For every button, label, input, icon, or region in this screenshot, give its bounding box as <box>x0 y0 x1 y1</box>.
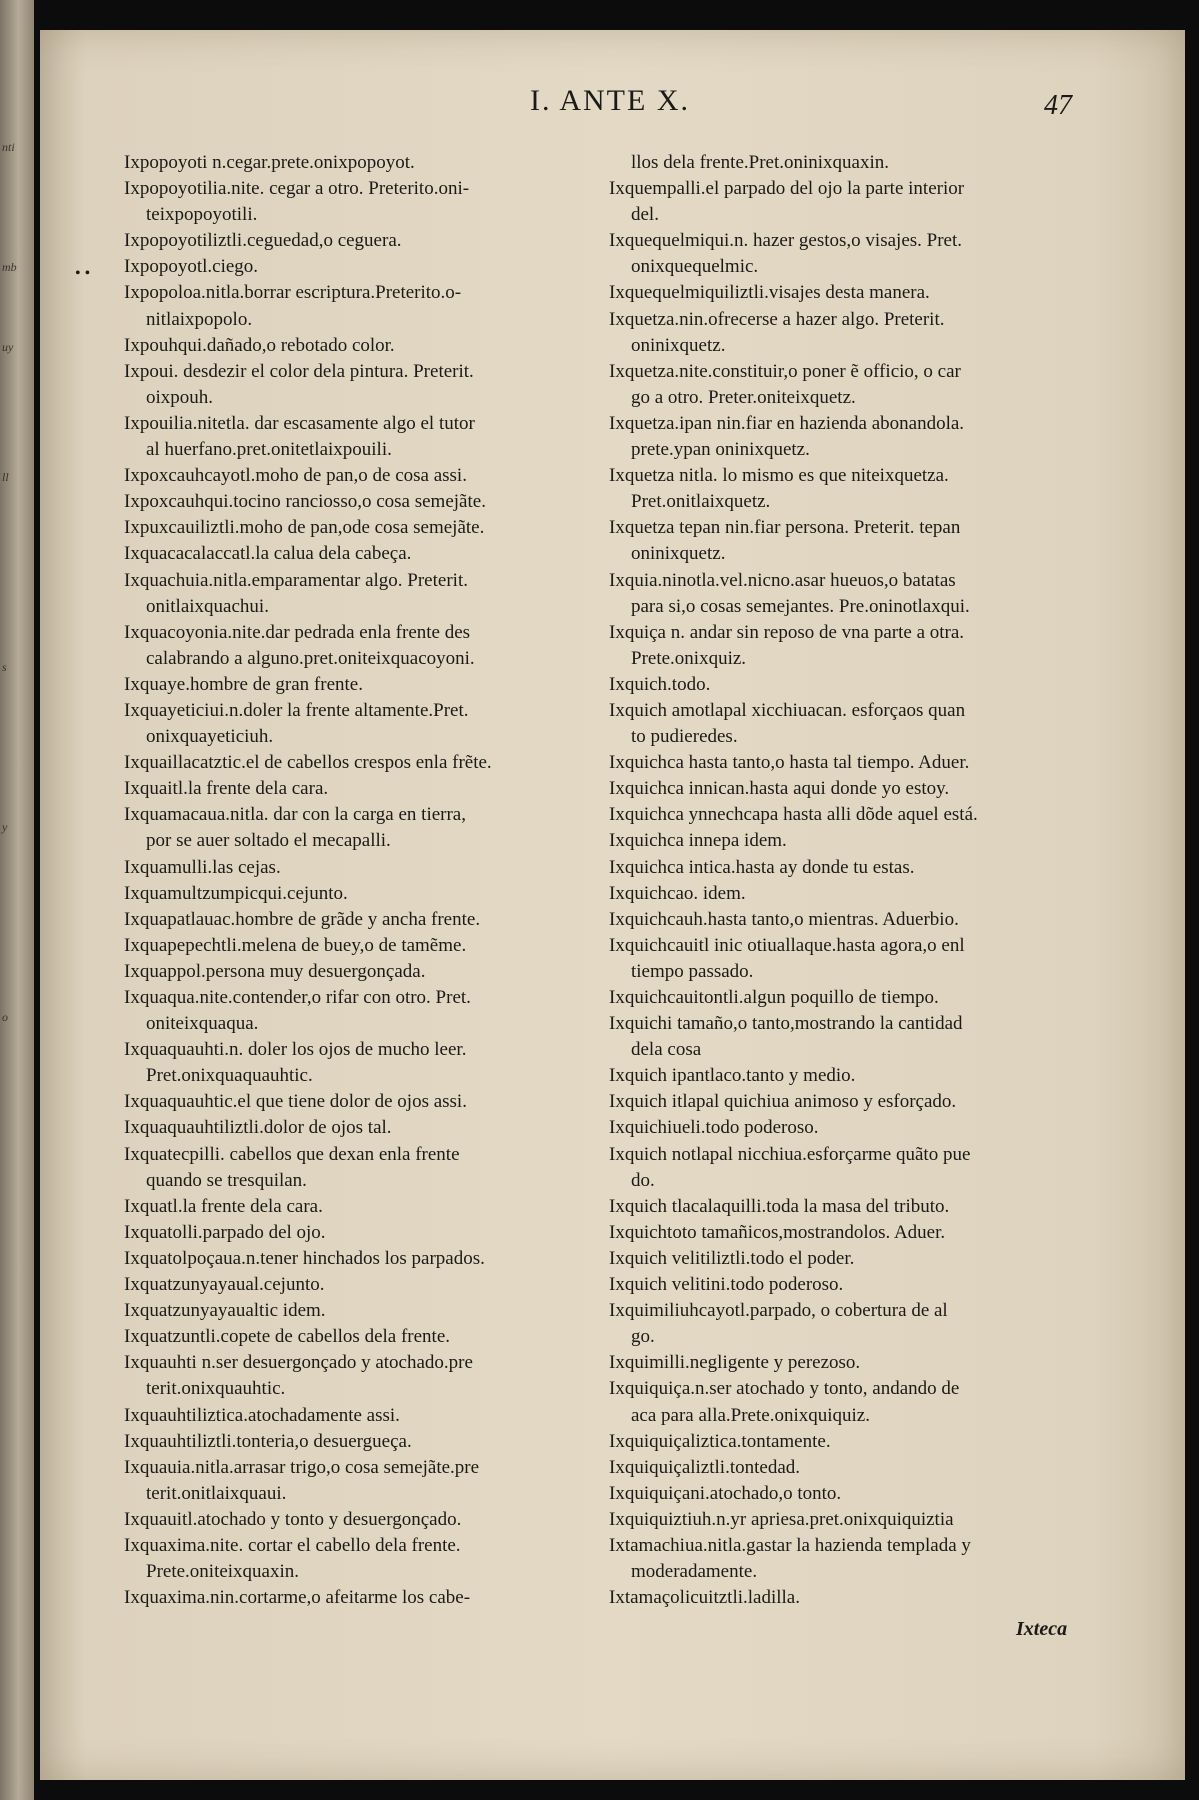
dictionary-line: Ixquapatlauac.hombre de grãde y ancha frente. <box>124 908 481 930</box>
dictionary-line: Ixquiquiçaliztli.tontedad. <box>609 1456 801 1478</box>
margin-fragment: ll <box>2 470 9 484</box>
dictionary-line: Ixquapepechtli.melena de buey,o de tamẽme. <box>124 934 467 956</box>
dictionary-line: Ixquichtoto tamañicos,mostrandolos. Aduer. <box>609 1221 946 1243</box>
dictionary-line: para si,o cosas semejantes. Pre.oninotlaxqui. <box>631 595 970 617</box>
dictionary-line: Ixquacoyonia.nite.dar pedrada enla frente des <box>124 621 471 643</box>
dictionary-line: Ixpopoyotilia.nite. cegar a otro. Preterito.oni- <box>124 178 470 200</box>
dictionary-line: Ixquichcauitl inic otiuallaque.hasta agora,o enl <box>609 934 965 956</box>
dictionary-line: Ixpopoloa.nitla.borrar escriptura.Preterito.o- <box>124 282 462 304</box>
dictionary-line: Ixquaquauhtic.el que tiene dolor de ojos assi. <box>124 1091 467 1113</box>
dictionary-line: Ixquatzuntli.copete de cabellos dela frente. <box>124 1326 451 1348</box>
dictionary-line: Ixquetza.ipan nin.fiar en hazienda abonandola. <box>609 412 965 434</box>
dictionary-line: go. <box>631 1326 655 1348</box>
dictionary-line: Ixquatolli.parpado del ojo. <box>124 1221 326 1243</box>
dictionary-line: Ixquequelmiquiliztli.visajes desta manera. <box>609 282 930 304</box>
dictionary-line: Ixquichca innepa idem. <box>609 830 787 852</box>
dictionary-line: Ixquequelmiqui.n. hazer gestos,o visajes. Pret. <box>609 230 963 252</box>
dictionary-line: Ixquauhtiliztica.atochadamente assi. <box>124 1404 400 1426</box>
dictionary-line: Ixquiquiçaliztica.tontamente. <box>609 1430 831 1452</box>
dictionary-line: Ixpoui. desdezir el color dela pintura. Preterit. <box>124 360 474 382</box>
dictionary-line: prete.ypan oninixquetz. <box>631 439 810 461</box>
dictionary-line: Ixpopoyotiliztli.ceguedad,o ceguera. <box>124 230 402 252</box>
dictionary-line: Ixquich itlapal quichiua animoso y esforçado. <box>609 1091 957 1113</box>
dictionary-line: Ixquaqua.nite.contender,o rifar con otro. Pret. <box>124 987 471 1008</box>
dictionary-line: Ixpopoyoti n.cegar.prete.onixpopoyot. <box>124 152 415 173</box>
dictionary-line: Ixquetza.nin.ofrecerse a hazer algo. Preterit. <box>609 308 945 330</box>
dictionary-line: Ixquaye.hombre de gran frente. <box>124 673 363 695</box>
dictionary-line: Prete.oniteixquaxin. <box>146 1561 300 1583</box>
dictionary-line: Ixquatzunyayaual.cejunto. <box>124 1274 325 1296</box>
dictionary-line: Ixquappol.persona muy desuergonçada. <box>124 960 426 982</box>
dictionary-line: Ixquetza tepan nin.fiar persona. Preterit. tepan <box>609 517 961 539</box>
dictionary-line: Prete.onixquiz. <box>631 647 747 669</box>
dictionary-line: Ixquauhti n.ser desuergonçado y atochado.pre <box>124 1352 473 1374</box>
dictionary-line: Ixquaquauhti.n. doler los ojos de mucho leer. <box>124 1039 467 1061</box>
dictionary-line: Ixpuxcauiliztli.moho de pan,ode cosa semejãte. <box>124 517 485 539</box>
dictionary-line: oninixquetz. <box>631 543 726 565</box>
dictionary-line: Ixquia.ninotla.vel.nicno.asar hueuos,o batatas <box>609 569 956 591</box>
dictionary-line: Ixquamulli.las cejas. <box>124 856 281 878</box>
dictionary-line: Ixquauia.nitla.arrasar trigo,o cosa semejãte.pre <box>124 1456 480 1478</box>
running-header: I. ANTE X. <box>530 84 690 117</box>
dictionary-line: Ixquichiueli.todo poderoso. <box>609 1117 819 1139</box>
dictionary-line: Pret.onitlaixquetz. <box>631 491 771 513</box>
dictionary-line: Ixpouhqui.dañado,o rebotado color. <box>124 334 395 356</box>
previous-page-edge <box>0 0 34 1800</box>
dictionary-line: oniteixquaqua. <box>146 1013 259 1035</box>
dictionary-line: Pret.onixquaquauhtic. <box>146 1065 313 1087</box>
dictionary-line: onitlaixquachui. <box>146 595 269 617</box>
left-column <box>124 150 604 1611</box>
dictionary-line: Ixquimilli.negligente y perezoso. <box>609 1352 861 1374</box>
dictionary-line: Ixquempalli.el parpado del ojo la parte interior <box>609 178 965 200</box>
dictionary-line: Ixpopoyotl.ciego. <box>124 256 259 278</box>
dictionary-line: Ixquatolpoçaua.n.tener hinchados los parpados. <box>124 1247 485 1269</box>
dictionary-line: Ixquiça n. andar sin reposo de vna parte a otra. <box>609 621 965 643</box>
dictionary-line: Ixquich velitini.todo poderoso. <box>609 1274 844 1296</box>
dictionary-line: Ixquaitl.la frente dela cara. <box>124 778 329 800</box>
dictionary-line: Ixquetza nitla. lo mismo es que niteixquetza. <box>609 465 949 487</box>
dictionary-line: Ixquiquiçani.atochado,o tonto. <box>609 1482 842 1504</box>
dictionary-line: go a otro. Preter.oniteixquetz. <box>631 386 856 408</box>
dictionary-line: onixquayeticiuh. <box>146 726 274 748</box>
dictionary-line: Ixtamaçolicuitztli.ladilla. <box>609 1587 800 1609</box>
dictionary-line: Ixquaquauhtiliztli.dolor de ojos tal. <box>124 1117 392 1139</box>
dictionary-line: Ixquichcao. idem. <box>609 882 746 904</box>
dictionary-line: Ixtamachiua.nitla.gastar la hazienda templada y <box>609 1534 971 1556</box>
margin-fragment: nti <box>2 140 15 154</box>
dictionary-line: Ixquaxima.nite. cortar el cabello dela frente. <box>124 1534 461 1556</box>
dictionary-line: Ixquayeticiui.n.doler la frente altamente.Pret. <box>124 699 469 721</box>
dictionary-line: Ixquatecpilli. cabellos que dexan enla frente <box>124 1143 460 1165</box>
dictionary-line: Ixpouilia.nitetla. dar escasamente algo el tutor <box>124 412 475 434</box>
dictionary-line: Ixquich notlapal nicchiua.esforçarme quãto pue <box>609 1143 971 1165</box>
dictionary-line: Ixpoxcauhcayotl.moho de pan,o de cosa assi. <box>124 465 467 487</box>
dictionary-line: Ixquimiliuhcayotl.parpado, o cobertura de al <box>609 1300 948 1322</box>
dictionary-line: Ixquamacaua.nitla. dar con la carga en tierra, <box>124 804 466 826</box>
dictionary-line: terit.onitlaixquaui. <box>146 1482 287 1504</box>
dictionary-line: teixpopoyotili. <box>146 204 258 226</box>
dictionary-line: Ixquetza.nite.constituir,o poner ẽ officio, o car <box>609 360 961 382</box>
dictionary-line: oninixquetz. <box>631 334 726 356</box>
dictionary-line: Ixquacacalaccatl.la calua dela cabeça. <box>124 543 412 565</box>
dictionary-line: Ixquich ipantlaco.tanto y medio. <box>609 1065 856 1087</box>
margin-fragment: o <box>2 1010 8 1024</box>
dictionary-line: onixquequelmic. <box>631 256 759 278</box>
dictionary-line: to pudieredes. <box>631 726 738 748</box>
margin-fragment: y <box>2 820 8 834</box>
dictionary-line: tiempo passado. <box>631 960 754 982</box>
dictionary-line: Ixquichcauitontli.algun poquillo de tiempo. <box>609 987 939 1008</box>
dictionary-line: llos dela frente.Pret.oninixquaxin. <box>631 152 890 173</box>
dictionary-line: Ixquamultzumpicqui.cejunto. <box>124 882 348 904</box>
dictionary-line: Ixpoxcauhqui.tocino ranciosso,o cosa semejãte. <box>124 491 486 513</box>
dictionary-line: quando se tresquilan. <box>146 1169 307 1191</box>
dictionary-line: Ixquachuia.nitla.emparamentar algo. Preterit. <box>124 569 468 591</box>
page-number: 47 <box>1044 90 1072 121</box>
book-page <box>40 30 1185 1780</box>
dictionary-line: Ixquichi tamaño,o tanto,mostrando la cantidad <box>609 1013 963 1035</box>
dictionary-line: calabrando a alguno.pret.oniteixquacoyoni. <box>146 647 475 669</box>
margin-dots: • • <box>75 265 91 282</box>
dictionary-line: Ixquich.todo. <box>609 673 711 695</box>
dictionary-line: Ixquiquiça.n.ser atochado y tonto, andando de <box>609 1378 960 1400</box>
dictionary-line: terit.onixquauhtic. <box>146 1378 286 1400</box>
dictionary-line: aca para alla.Prete.onixquiquiz. <box>631 1404 870 1426</box>
right-column <box>609 150 1099 1611</box>
dictionary-line: Ixquatzunyayaualtic idem. <box>124 1300 326 1322</box>
dictionary-line: Ixquichca hasta tanto,o hasta tal tiempo. Aduer. <box>609 752 970 774</box>
dictionary-line: Ixquichca intica.hasta ay donde tu estas. <box>609 856 915 878</box>
dictionary-line: Ixquaxima.nin.cortarme,o afeitarme los cabe- <box>124 1587 471 1609</box>
dictionary-line: Ixquauitl.atochado y tonto y desuergonçado. <box>124 1508 462 1530</box>
dictionary-line: Ixquichca innican.hasta aqui donde yo estoy. <box>609 778 950 800</box>
dictionary-line: Ixquichcauh.hasta tanto,o mientras. Aduerbio. <box>609 908 959 930</box>
dictionary-line: Ixquaillacatztic.el de cabellos crespos enla frẽte. <box>124 752 492 774</box>
dictionary-line: dela cosa <box>631 1039 702 1061</box>
dictionary-line: do. <box>631 1169 655 1191</box>
dictionary-line: Ixquiquiztiuh.n.yr apriesa.pret.onixquiquiztia <box>609 1508 954 1530</box>
dictionary-line: oixpouh. <box>146 386 214 408</box>
dictionary-line: nitlaixpopolo. <box>146 308 253 330</box>
dictionary-line: por se auer soltado el mecapalli. <box>146 830 391 852</box>
catchword: Ixteca <box>1016 1618 1068 1640</box>
dictionary-line: Ixquichca ynnechcapa hasta alli dõde aquel está. <box>609 804 978 826</box>
dictionary-line: Ixquich tlacalaquilli.toda la masa del tributo. <box>609 1195 950 1217</box>
margin-fragment: mb <box>2 260 17 274</box>
dictionary-line: Ixquauhtiliztli.tonteria,o desuergueça. <box>124 1430 412 1452</box>
dictionary-line: moderadamente. <box>631 1561 758 1583</box>
dictionary-line: del. <box>631 204 659 226</box>
dictionary-line: al huerfano.pret.onitetlaixpouili. <box>146 439 392 461</box>
margin-fragment: s <box>2 660 7 674</box>
dictionary-line: Ixquich amotlapal xicchiuacan. esforçaos quan <box>609 699 966 721</box>
margin-fragment: uy <box>2 340 14 354</box>
dictionary-line: Ixquatl.la frente dela cara. <box>124 1195 323 1217</box>
dictionary-line: Ixquich velitiliztli.todo el poder. <box>609 1247 855 1269</box>
